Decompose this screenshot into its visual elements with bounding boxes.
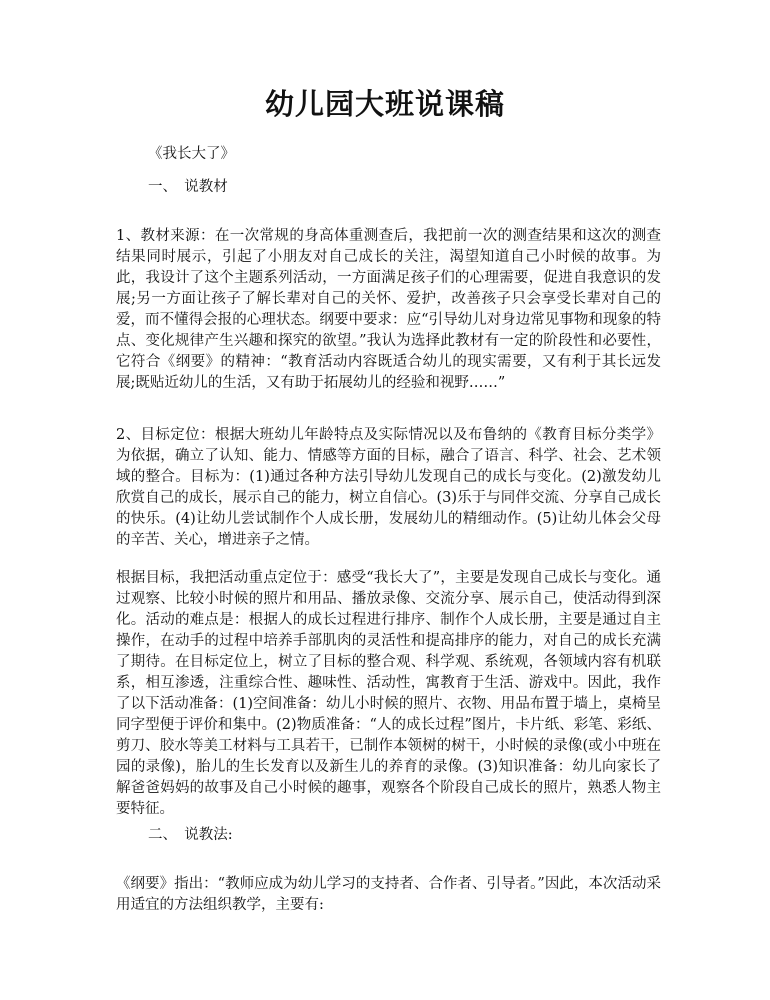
section-heading-teaching-method: 二、 说教法: bbox=[148, 827, 233, 843]
paragraph-teaching-method: 《纲要》指出：“教师应成为幼儿学习的支持者、合作者、引导者。”因此，本次活动采用适宜的方法组织教学，主要有: bbox=[116, 876, 661, 913]
paragraph-goal-positioning: 2、目标定位：根据大班幼儿年龄特点及实际情况以及布鲁纳的《教育目标分类学》为依据，确立了认知、能力、情感等方面的目标，融合了语言、科学、社会、艺术领域的整合。目标为：(1)通过各种方法引导幼儿发现自己的成长与变化。(2)激发幼儿欣赏自己的成长，展示自己的能力，树立自信心。(3)乐于与同伴交流、分享自己成长的快乐。(4)让幼儿尝试制作个人成长册，发展幼儿的精细动作。(5)让幼儿体会父母的辛苦、关心，增进亲子之情。 bbox=[116, 427, 661, 548]
section-heading-teaching-material: 一、 说教材 bbox=[148, 179, 228, 195]
paragraph-material-source: 1、教材来源：在一次常规的身高体重测查后，我把前一次的测查结果和这次的测查结果同时展示，引起了小朋友对自己成长的关注，渴望知道自己小时候的故事。为此，我设计了这个主题系列活动，一方面满足孩子们的心理需要，促进自我意识的发展;另一方面让孩子了解长辈对自己的关怀、爱护，改善孩子只会享受长辈对自己的爱，而不懂得会报的心理状态。纲要中要求：应“引导幼儿对身边常见事物和现象的特点、变化规律产生兴趣和探究的欲望。”我认为选择此教材有一定的阶段性和必要性，它符合《纲要》的精神：“教育活动内容既适合幼儿的现实需要，又有利于其长远发展;既贴近幼儿的生活，又有助于拓展幼儿的经验和视野……” bbox=[116, 228, 661, 391]
paragraph-key-points: 根据目标，我把活动重点定位于：感受“我长大了”，主要是发现自己成长与变化。通过观察、比较小时候的照片和用品、播放录像、交流分享、展示自己，使活动得到深化。活动的难点是：根据人的成长过程进行排序、制作个人成长册，主要是通过自主操作，在动手的过程中培养手部肌肉的灵活性和提高排序的能力，对自己的成长充满了期待。在目标定位上，树立了目标的整合观、科学观、系统观，各领域内容有机联系，相互渗透，注重综合性、趣味性、活动性，寓教育于生活、游戏中。因此，我作了以下活动准备：(1)空间准备：幼儿小时候的照片、衣物、用品布置于墙上，桌椅呈同字型便于评价和集中。(2)物质准备：“人的成长过程”图片，卡片纸、彩笔、彩纸、剪刀、胶水等美工材料与工具若干，已制作本领树的树干，小时候的录像(或小中班在园的录像)，胎儿的生长发育以及新生儿的养育的录像。(3)知识准备：幼儿向家长了解爸爸妈妈的故事及自己小时候的趣事，观察各个阶段自己成长的照片，熟悉人物主要特征。 bbox=[116, 570, 661, 817]
lesson-subtitle: 《我长大了》 bbox=[148, 146, 235, 162]
document-title: 幼儿园大班说课稿 bbox=[264, 87, 505, 121]
